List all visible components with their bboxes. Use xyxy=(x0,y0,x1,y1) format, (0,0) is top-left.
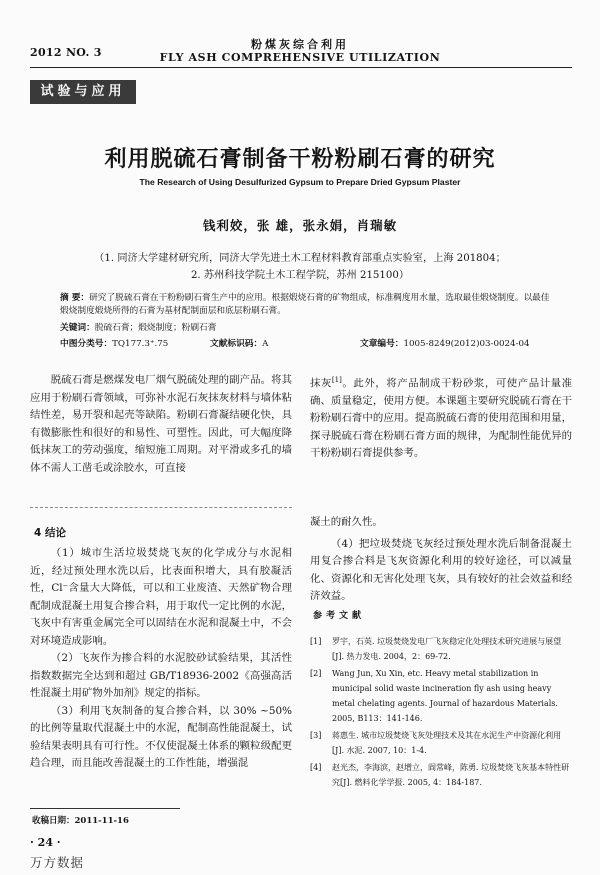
reference-number: [1] xyxy=(310,637,322,646)
clc-label: 中图分类号： xyxy=(60,339,113,349)
conclusion-heading: 4 结论 xyxy=(34,527,66,539)
reference-item xyxy=(310,634,572,664)
intro-continued-rest: 。此外，将产品制成干粉砂浆，可使产品计量准确、质量稳定，使用方便。本课题主要研究脱硫石膏在干粉粉刷石膏中的应用。提高脱硫石膏的使用范围和用量，探寻脱硫石膏在粉刷石膏方面的规律，为配制性能优异的干粉粉刷石膏提供参考。 xyxy=(310,377,572,460)
references-list xyxy=(310,634,572,792)
classification-line xyxy=(60,338,552,351)
reference-number: [4] xyxy=(310,763,322,772)
reference-text: 赵光杰，李海滨，赵增立，阎常峰，陈勇. 垃圾焚烧飞灰基本特性研究[J]. 燃料化学学报. 2005, 4：184-187. xyxy=(332,763,570,787)
page-number: · 24 · xyxy=(30,836,61,849)
reference-text: Wang Jun, Xu Xin, etc. Heavy metal stabilization in municipal solid waste incineration fly ash using heavy metal chelating agents. Journal of hazardous Materials. 2005, B113：141-146. xyxy=(332,669,558,723)
paper-title-en: The Research of Using Desulfurized Gypsum to Prepare Dried Gypsum Plaster xyxy=(139,177,461,187)
issue-label: 2012 NO. 3 xyxy=(30,46,102,59)
footnote-rule xyxy=(30,808,180,809)
reference-text: 蒋惠生. 城市垃圾焚烧飞灰处理技术及其在水泥生产中资源化利用[J]. 水泥. 2007, 10：1-4. xyxy=(332,731,562,755)
keywords-text: 脱硫石膏；煅烧制度；粉刷石膏 xyxy=(94,323,217,333)
intro-left-column xyxy=(30,372,292,477)
conclusion-left-column xyxy=(30,545,292,773)
reference-number: [3] xyxy=(310,731,322,740)
abstract-label: 摘 要： xyxy=(60,293,90,303)
reference-item xyxy=(310,728,572,758)
section-tag: 试验与应用 xyxy=(30,80,136,104)
received-date: 收稿日期：2011-11-16 xyxy=(32,816,129,826)
watermark-text: 万方数据 xyxy=(30,855,85,870)
affiliation-1: （1. 同济大学建材研究所，同济大学先进土木工程材料教育部重点实验室，上海 201804； xyxy=(94,253,506,264)
article-id-value: 1005-8249(2012)03-0024-04 xyxy=(403,339,530,349)
conclusion-point-4: （4）把垃圾焚烧飞灰经过预处理水洗后制备混凝土用复合掺合料是飞灰资源化利用的较好途径，可以减量化、资源化和无害化处理飞灰，具有较好的社会效益和经济效益。 xyxy=(310,537,572,602)
abstract-text: 研究了脱硫石膏在干粉粉刷石膏生产中的应用。根据煅烧石膏的矿物组成，标准稠度用水量，选取最佳煅烧制度。以最佳煅烧制度煅烧所得的石膏为基材配制面层和底层粉刷石膏。 xyxy=(60,293,550,316)
intro-continued-start: 抹灰 xyxy=(310,377,332,390)
conclusion-point-3: （3）利用飞灰制备的复合掺合料，以 30% ~50% 的比例等量取代混凝土中的水泥，配制高性能混凝土，试验结果表明具有可行性。不仅使混凝土体系的颗粒级配更趋合理，而且能改善混凝土的工作性能，增强混 xyxy=(30,704,292,769)
intro-paragraph: 脱硫石膏是燃煤发电厂烟气脱硫处理的副产品。将其应用于粉刷石膏领域，可弥补水泥石灰抹灰材料与墙体粘结性差，易开裂和起壳等缺陷。粉刷石膏凝结硬化快，具有微膨胀性和很好的和易性、可塑性。因此，可大幅度降低抹灰工的劳动强度，缩短施工周期。对平滑或多孔的墙体不需人工凿毛或涂胶水，可直接 xyxy=(30,374,292,474)
conclusion-point-1: （1）城市生活垃圾焚烧飞灰的化学成分与水泥相近，经过预处理水洗以后，比表面积增大，具有胶凝活性，Cl⁻含量大大降低，可以和工业废渣、天然矿物合理配制成混凝土用复合掺合料，用于取代一定比例的水泥，飞灰中有害重金属完全可以固结在水泥和混凝土中，不会对环境造成影响。 xyxy=(30,547,292,647)
keywords-label: 关键词： xyxy=(60,323,95,333)
references-heading: 参考文献 xyxy=(313,611,366,621)
header-rule xyxy=(30,67,572,68)
conclusion-point-2: （2）飞灰作为掺合料的水泥胶砂试验结果，其活性指数数据完全达到和超过 GB/T18936-2002《高强高活性混凝土用矿物外加剂》规定的指标。 xyxy=(30,652,292,699)
keywords xyxy=(60,322,552,335)
conclusion-right-column xyxy=(310,514,572,606)
citation-1: [1] xyxy=(331,376,342,384)
doc-code-value: A xyxy=(262,339,269,349)
reference-number: [2] xyxy=(310,669,322,678)
doc-code-label: 文献标识码： xyxy=(210,339,263,349)
conclusion-point-3-continued: 凝土的耐久性。 xyxy=(310,516,383,528)
reference-item xyxy=(310,666,572,726)
authors: 钱利姣，张 雄，张永娟，肖瑞敏 xyxy=(202,218,398,233)
abstract xyxy=(60,292,552,318)
journal-title-en: FLY ASH COMPREHENSIVE UTILIZATION xyxy=(159,51,441,64)
reference-text: 罗宇，石英. 垃圾焚烧发电厂飞灰稳定化处理技术研究进展与展望[J]. 热力发电. 2004，2：69-72. xyxy=(332,637,562,661)
reference-item xyxy=(310,760,572,790)
clc-value: TQ177.3⁺.75 xyxy=(112,339,169,349)
intro-paragraph-continued xyxy=(310,372,572,463)
affiliation-2: 2. 苏州科技学院土木工程学院，苏州 215100） xyxy=(190,270,410,281)
intro-right-column xyxy=(310,372,572,463)
journal-title-cn: 粉煤灰综合利用 xyxy=(251,38,349,51)
paper-title-cn: 利用脱硫石膏制备干粉粉刷石膏的研究 xyxy=(104,146,496,172)
section-divider xyxy=(30,507,292,508)
article-id-label: 文章编号： xyxy=(360,339,404,349)
